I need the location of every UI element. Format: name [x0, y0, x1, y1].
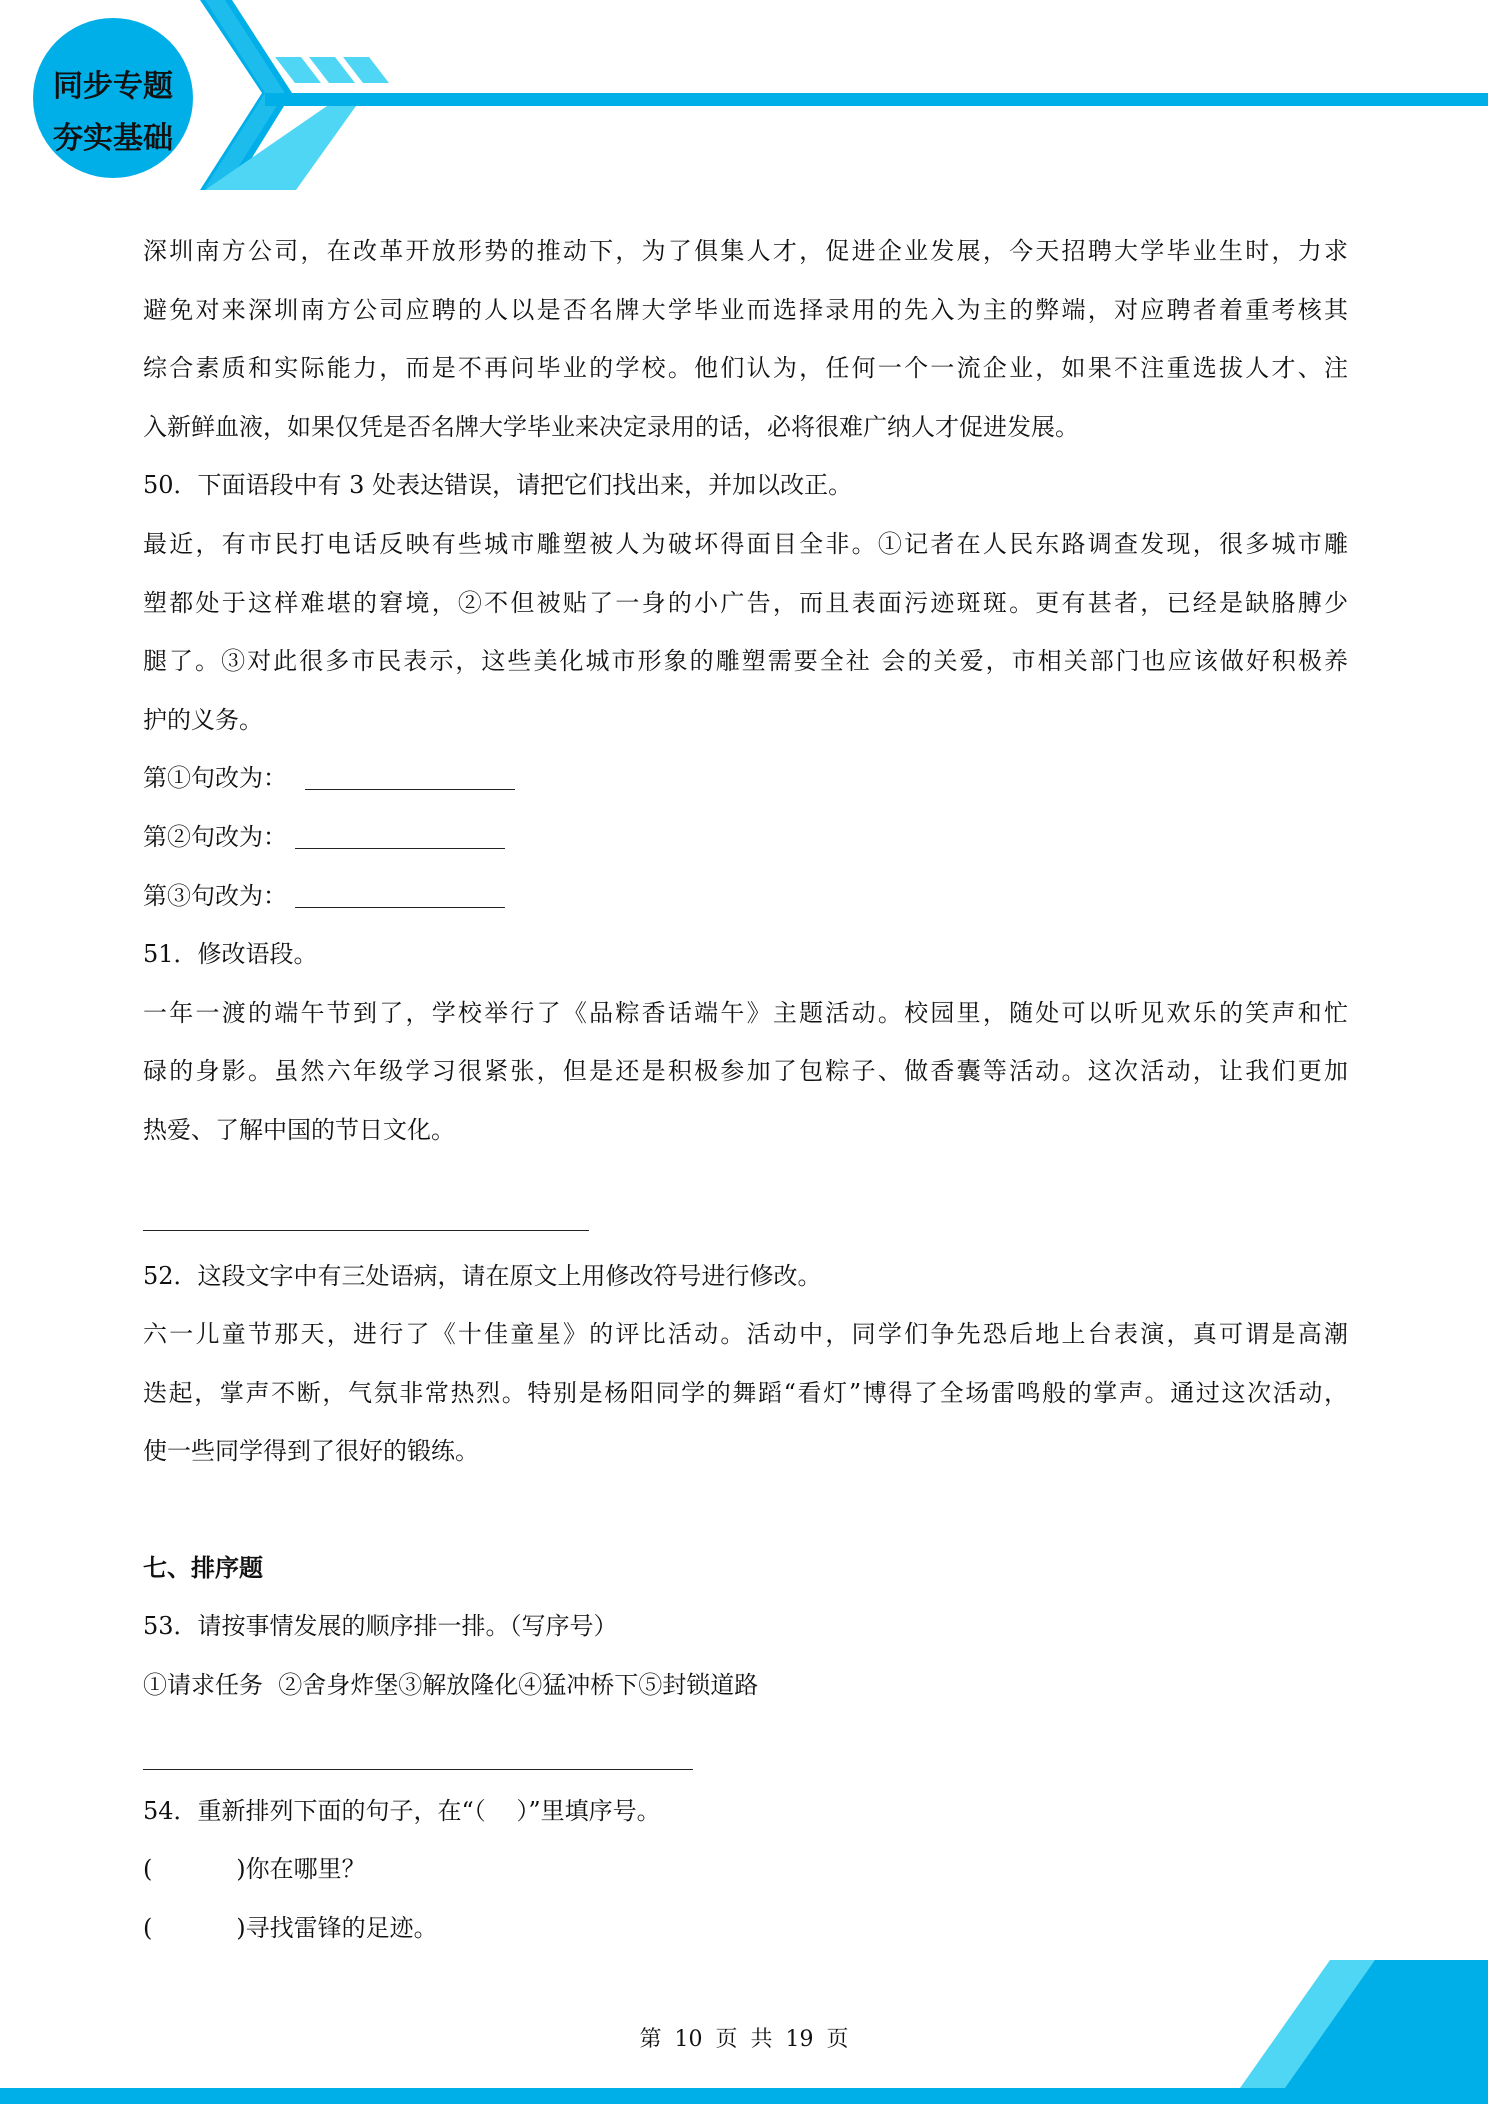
- answer-line-1: [143, 749, 1348, 808]
- answer-blank[interactable]: [295, 822, 505, 849]
- paragraph-line: 深圳南方公司，在改革开放形势的推动下，为了俱集人才，促进企业发展，今天招聘大学毕业生时，力求: [143, 237, 1348, 265]
- paragraph-line: 一年一渡的端午节到了，学校举行了《品粽香话端午》主题活动。校园里，随处可以听见欢乐的笑声和忙: [143, 998, 1348, 1027]
- question-52-title: 52．这段文字中有三处语病，请在原文上用修改符号进行修改。: [143, 1261, 822, 1290]
- answer-blank[interactable]: [295, 881, 505, 908]
- paragraph-line: 避免对来深圳南方公司应聘的人以是否名牌大学毕业而选择录用的先入为主的弊端，对应聘者着重考核其: [143, 295, 1348, 324]
- paragraph-line: 腿了。③对此很多市民表示，这些美化城市形象的雕塑需要全社 会的关爱，市相关部门也应该做好积极养: [143, 647, 1348, 676]
- paragraph-line: 入新鲜血液，如果仅凭是否名牌大学毕业来决定录用的话，必将很难广纳人才促进发展。: [143, 412, 1079, 441]
- paragraph-line: 使一些同学得到了很好的锻练。: [143, 1437, 479, 1466]
- section-7-title: 七、排序题: [143, 1553, 263, 1582]
- header-badge: [38, 38, 188, 188]
- header-decoration: [0, 0, 1488, 200]
- answer-line-2: [143, 808, 1348, 867]
- paragraph-line: 碌的身影。虽然六年级学习很紧张，但是还是积极参加了包粽子、做香囊等活动。这次活动，让我们更加: [143, 1057, 1348, 1086]
- question-51-title: 51．修改语段。: [143, 940, 318, 969]
- question-54-item: ( )寻找雷锋的足迹。: [143, 1913, 438, 1942]
- paragraph-line: 最近，有市民打电话反映有些城市雕塑被人为破坏得面目全非。①记者在人民东路调查发现，很多城市雕: [143, 529, 1348, 558]
- question-53-items: ①请求任务 ②舍身炸堡③解放隆化④猛冲桥下⑤封锁道路: [143, 1671, 759, 1700]
- answer-line-3: [143, 867, 1348, 926]
- answer-label: 第③句改为：: [143, 881, 287, 910]
- badge-line1: 同步专题: [53, 69, 173, 104]
- answer-label: 第②句改为：: [143, 822, 287, 851]
- question-54-item: ( )你在哪里？: [143, 1855, 366, 1884]
- paragraph-line: 护的义务。: [143, 705, 263, 734]
- page-number: 第 10 页 共 19 页: [639, 2027, 849, 2052]
- paragraph-line: 热爱、了解中国的节日文化。: [143, 1115, 455, 1144]
- paragraph-line: 六一儿童节那天，进行了《十佳童星》的评比活动。活动中，同学们争先恐后地上台表演，真可谓是高潮: [143, 1320, 1348, 1349]
- answer-blank[interactable]: [305, 763, 515, 790]
- question-50-title: 50．下面语段中有 3 处表达错误，请把它们找出来，并加以改正。: [143, 471, 853, 500]
- answer-label: 第①句改为：: [143, 764, 287, 793]
- paragraph-line: 塑都处于这样难堪的窘境，②不但被贴了一身的小广告，而且表面污迹斑斑。更有甚者，已经是缺胳膊少: [143, 588, 1348, 617]
- badge-line2: 夯实基础: [53, 121, 173, 156]
- question-54-title: 54．重新排列下面的句子，在“（ ）”里填序号。: [143, 1796, 661, 1825]
- question-53-title: 53．请按事情发展的顺序排一排。（写序号）: [143, 1612, 618, 1641]
- paragraph-line: 综合素质和实际能力，而是不再问毕业的学校。他们认为，任何一个一流企业，如果不注重选拔人才、注: [143, 354, 1348, 383]
- page-content: [143, 222, 1348, 1957]
- paragraph-line: 迭起，掌声不断，气氛非常热烈。特别是杨阳同学的舞蹈“看灯”博得了全场雷鸣般的掌声。通过这次活动，: [143, 1378, 1348, 1407]
